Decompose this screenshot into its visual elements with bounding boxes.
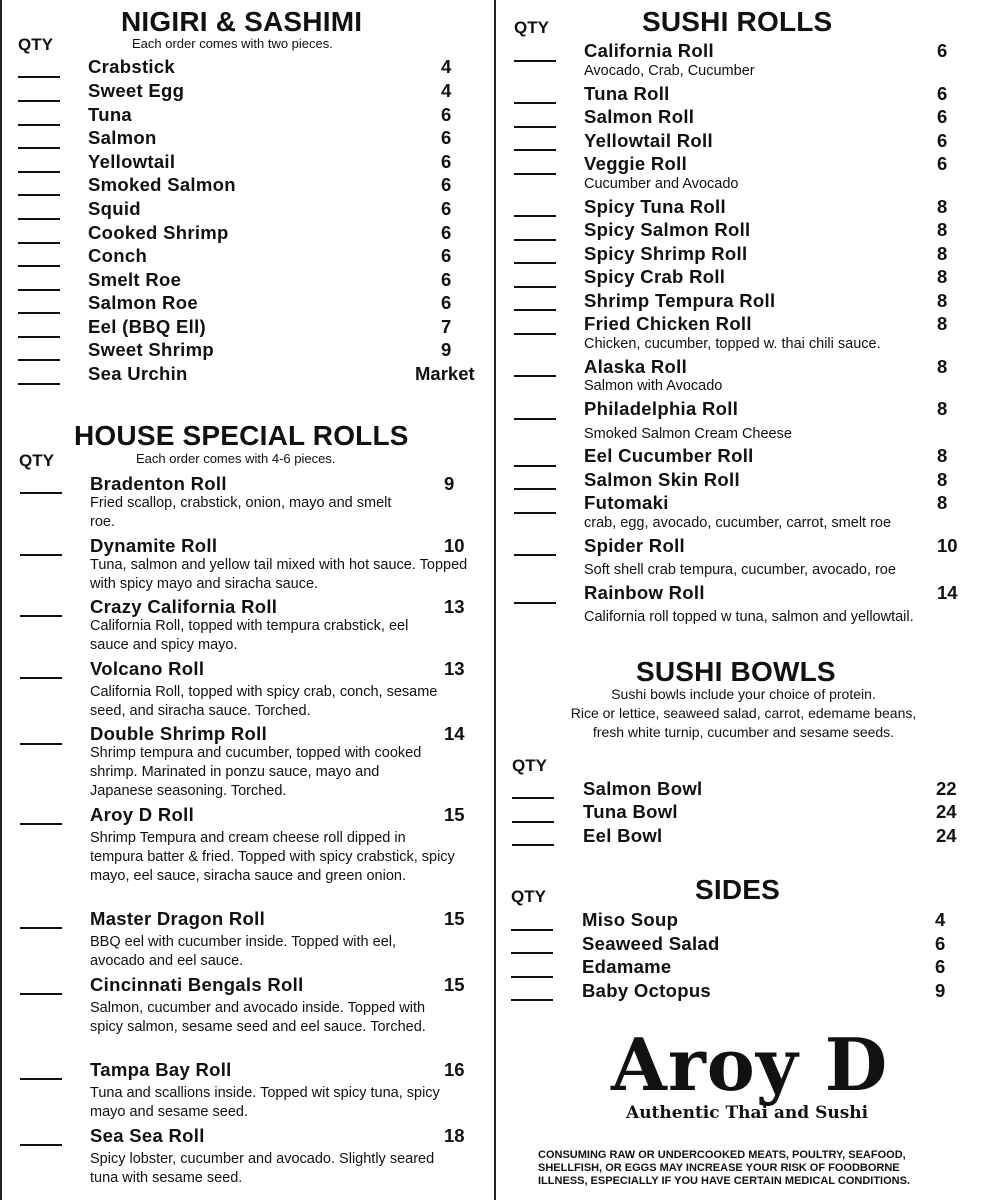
qty-blank[interactable] bbox=[514, 60, 556, 62]
item-price: 8 bbox=[937, 356, 948, 377]
item-name: Salmon Skin Roll bbox=[584, 469, 740, 490]
item-name: Sea Urchin bbox=[88, 363, 188, 384]
item-price: 4 bbox=[441, 80, 452, 101]
item-name: Seaweed Salad bbox=[582, 933, 720, 954]
item-price: 8 bbox=[937, 196, 948, 217]
item-price: 24 bbox=[936, 801, 957, 822]
qty-blank[interactable] bbox=[514, 309, 556, 311]
item-name: Bradenton Roll bbox=[90, 473, 227, 494]
qty-blank[interactable] bbox=[20, 743, 62, 745]
sides-title: SIDES bbox=[695, 874, 781, 905]
qty-blank[interactable] bbox=[514, 512, 556, 514]
item-name: Futomaki bbox=[584, 492, 669, 513]
qty-blank[interactable] bbox=[514, 102, 556, 104]
item-price: 13 bbox=[444, 596, 465, 617]
item-name: Yellowtail Roll bbox=[584, 130, 713, 151]
item-price: 6 bbox=[935, 956, 946, 977]
item-name: Eel Cucumber Roll bbox=[584, 445, 754, 466]
item-description: California Roll, topped with spicy crab, conch, sesame seed, and siracha sauce. Torched. bbox=[90, 684, 438, 719]
logo-tagline: Authentic Thai and Sushi bbox=[626, 1103, 869, 1123]
qty-blank[interactable] bbox=[514, 215, 556, 217]
qty-blank[interactable] bbox=[514, 465, 556, 467]
qty-blank[interactable] bbox=[511, 999, 553, 1001]
item-name: Sweet Egg bbox=[88, 80, 185, 101]
qty-blank[interactable] bbox=[18, 171, 60, 173]
item-name: Cooked Shrimp bbox=[88, 222, 229, 243]
item-price: 8 bbox=[937, 266, 948, 287]
qty-blank[interactable] bbox=[18, 194, 60, 196]
item-price: 8 bbox=[937, 398, 948, 419]
item-name: Double Shrimp Roll bbox=[90, 723, 268, 744]
qty-blank[interactable] bbox=[18, 147, 60, 149]
item-name: Crazy California Roll bbox=[90, 596, 278, 617]
item-name: Aroy D Roll bbox=[90, 804, 195, 825]
item-name: Spicy Shrimp Roll bbox=[584, 243, 748, 264]
item-price: 8 bbox=[937, 492, 948, 513]
qty-blank[interactable] bbox=[20, 1144, 62, 1146]
qty-blank[interactable] bbox=[512, 821, 554, 823]
qty-blank[interactable] bbox=[18, 242, 60, 244]
item-description: BBQ eel with cucumber inside. Topped with eel, avocado and eel sauce. bbox=[90, 934, 397, 969]
item-price: 10 bbox=[444, 535, 465, 556]
item-name: Spicy Salmon Roll bbox=[584, 219, 751, 240]
qty-blank[interactable] bbox=[514, 239, 556, 241]
qty-blank[interactable] bbox=[20, 492, 62, 494]
qty-blank[interactable] bbox=[20, 927, 62, 929]
item-name: Spicy Tuna Roll bbox=[584, 196, 726, 217]
item-price: 13 bbox=[444, 658, 465, 679]
qty-blank[interactable] bbox=[514, 418, 556, 420]
item-price: 8 bbox=[937, 469, 948, 490]
food-safety-warning: CONSUMING RAW OR UNDERCOOKED MEATS, POULTRY, SEAFOOD, SHELLFISH, OR EGGS MAY INCREASE YOUR RISK OF FOODBORNE ILLNESS, ESPECIALLY IF YOU HAVE CERTAIN MEDICAL CONDITIONS. bbox=[538, 1149, 911, 1187]
qty-blank[interactable] bbox=[18, 218, 60, 220]
item-price: 6 bbox=[935, 933, 946, 954]
item-price: 8 bbox=[937, 219, 948, 240]
item-name: Baby Octopus bbox=[582, 980, 712, 1001]
qty-blank[interactable] bbox=[514, 286, 556, 288]
item-name: Smoked Salmon bbox=[88, 174, 236, 195]
nigiri-title: NIGIRI & SASHIMI bbox=[121, 6, 363, 37]
item-price: 6 bbox=[937, 130, 948, 151]
item-description: Cucumber and Avocado bbox=[584, 176, 739, 192]
house-title: HOUSE SPECIAL ROLLS bbox=[74, 420, 409, 451]
qty-blank[interactable] bbox=[514, 126, 556, 128]
qty-blank[interactable] bbox=[18, 336, 60, 338]
item-description: Chicken, cucumber, topped w. thai chili sauce. bbox=[584, 336, 881, 352]
item-name: Eel Bowl bbox=[583, 825, 663, 846]
house-note: Each order comes with 4-6 pieces. bbox=[136, 451, 336, 466]
sides-qty-label: QTY bbox=[511, 887, 546, 906]
item-description: Smoked Salmon Cream Cheese bbox=[584, 426, 792, 442]
item-name: Salmon bbox=[88, 127, 157, 148]
item-name: Yellowtail bbox=[88, 151, 176, 172]
qty-blank[interactable] bbox=[18, 359, 60, 361]
item-name: Cincinnati Bengals Roll bbox=[90, 974, 304, 995]
item-description: Shrimp Tempura and cream cheese roll dipped in tempura batter & fried. Topped with spicy crabstick, spicy mayo, eel sauce, siracha sauce and green onion. bbox=[90, 830, 455, 884]
item-name: Miso Soup bbox=[582, 909, 679, 930]
bowls-note-line1: Sushi bowls include your choice of protein. bbox=[611, 686, 876, 702]
nigiri-note: Each order comes with two pieces. bbox=[132, 36, 333, 51]
qty-blank[interactable] bbox=[18, 265, 60, 267]
item-price: 4 bbox=[935, 909, 946, 930]
qty-blank[interactable] bbox=[20, 1078, 62, 1080]
item-price: 6 bbox=[441, 198, 452, 219]
item-price: 9 bbox=[935, 980, 946, 1001]
item-name: Salmon Bowl bbox=[583, 778, 703, 799]
item-price: 9 bbox=[444, 473, 455, 494]
item-description: Spicy lobster, cucumber and avocado. Slightly seared tuna with sesame seed. bbox=[90, 1151, 435, 1186]
left-border bbox=[0, 0, 2, 1200]
item-price: 8 bbox=[937, 243, 948, 264]
item-name: Sea Sea Roll bbox=[90, 1125, 205, 1146]
item-price: 6 bbox=[441, 269, 452, 290]
item-name: Philadelphia Roll bbox=[584, 398, 739, 419]
qty-blank[interactable] bbox=[20, 677, 62, 679]
qty-blank[interactable] bbox=[511, 976, 553, 978]
item-name: Dynamite Roll bbox=[90, 535, 218, 556]
qty-blank[interactable] bbox=[18, 124, 60, 126]
item-price: 18 bbox=[444, 1125, 465, 1146]
item-price: 15 bbox=[444, 908, 465, 929]
item-price: 6 bbox=[937, 40, 948, 61]
item-description: California Roll, topped with tempura crabstick, eel sauce and spicy mayo. bbox=[90, 618, 409, 653]
item-price: 7 bbox=[441, 316, 452, 337]
sushi-title: SUSHI ROLLS bbox=[642, 6, 833, 37]
item-name: California Roll bbox=[584, 40, 714, 61]
item-name: Smelt Roe bbox=[88, 269, 182, 290]
item-price: 6 bbox=[441, 151, 452, 172]
qty-blank[interactable] bbox=[511, 952, 553, 954]
qty-blank[interactable] bbox=[512, 797, 554, 799]
item-description: Tuna and scallions inside. Topped wit spicy tuna, spicy mayo and sesame seed. bbox=[90, 1085, 440, 1120]
item-name: Tampa Bay Roll bbox=[90, 1059, 232, 1080]
qty-blank[interactable] bbox=[514, 173, 556, 175]
qty-blank[interactable] bbox=[512, 844, 554, 846]
item-name: Salmon Roll bbox=[584, 106, 695, 127]
item-description: Fried scallop, crabstick, onion, mayo and smelt roe. bbox=[90, 495, 392, 530]
sushi-qty-label: QTY bbox=[514, 18, 549, 37]
item-price: 6 bbox=[937, 106, 948, 127]
item-price: 4 bbox=[441, 56, 452, 77]
item-name: Volcano Roll bbox=[90, 658, 205, 679]
item-name: Squid bbox=[88, 198, 141, 219]
qty-blank[interactable] bbox=[18, 76, 60, 78]
item-name: Fried Chicken Roll bbox=[584, 313, 752, 334]
item-price: 8 bbox=[937, 290, 948, 311]
qty-blank[interactable] bbox=[514, 333, 556, 335]
qty-blank[interactable] bbox=[511, 929, 553, 931]
qty-blank[interactable] bbox=[514, 375, 556, 377]
bowls-note-line2: Rice or lettice, seaweed salad, carrot, edemame beans, bbox=[570, 705, 917, 721]
item-price: 15 bbox=[444, 804, 465, 825]
item-price: 6 bbox=[441, 292, 452, 313]
item-description: Soft shell crab tempura, cucumber, avocado, roe bbox=[584, 562, 896, 578]
logo-name: Aroy D bbox=[611, 1022, 889, 1107]
item-name: Eel (BBQ Ell) bbox=[88, 316, 206, 337]
item-name: Veggie Roll bbox=[584, 153, 688, 174]
qty-blank[interactable] bbox=[18, 100, 60, 102]
item-description: Shrimp tempura and cucumber, topped with cooked shrimp. Marinated in ponzu sauce, mayo and Japanese seasoning. Torched. bbox=[90, 745, 422, 799]
item-description: California roll topped w tuna, salmon and yellowtail. bbox=[584, 609, 914, 625]
item-price: Market bbox=[415, 363, 475, 384]
nigiri-qty-label: QTY bbox=[18, 35, 53, 54]
item-price: 6 bbox=[441, 222, 452, 243]
qty-blank[interactable] bbox=[20, 823, 62, 825]
item-price: 14 bbox=[444, 723, 465, 744]
item-price: 6 bbox=[937, 83, 948, 104]
item-price: 6 bbox=[441, 104, 452, 125]
item-name: Alaska Roll bbox=[584, 356, 688, 377]
item-price: 6 bbox=[441, 174, 452, 195]
item-price: 8 bbox=[937, 313, 948, 334]
qty-blank[interactable] bbox=[20, 993, 62, 995]
qty-blank[interactable] bbox=[20, 554, 62, 556]
item-price: 22 bbox=[936, 778, 957, 799]
item-description: Avocado, Crab, Cucumber bbox=[584, 63, 755, 79]
qty-blank[interactable] bbox=[514, 262, 556, 264]
qty-blank[interactable] bbox=[514, 554, 556, 556]
qty-blank[interactable] bbox=[20, 615, 62, 617]
item-price: 15 bbox=[444, 974, 465, 995]
item-name: Rainbow Roll bbox=[584, 582, 705, 603]
item-name: Shrimp Tempura Roll bbox=[584, 290, 776, 311]
item-name: Tuna bbox=[88, 104, 133, 125]
item-name: Spicy Crab Roll bbox=[584, 266, 726, 287]
item-name: Tuna Roll bbox=[584, 83, 670, 104]
item-name: Tuna Bowl bbox=[583, 801, 678, 822]
item-name: Salmon Roe bbox=[88, 292, 198, 313]
item-name: Sweet Shrimp bbox=[88, 339, 214, 360]
item-price: 9 bbox=[441, 339, 452, 360]
item-price: 6 bbox=[441, 245, 452, 266]
item-name: Conch bbox=[88, 245, 148, 266]
item-name: Crabstick bbox=[88, 56, 176, 77]
item-price: 10 bbox=[937, 535, 958, 556]
qty-blank[interactable] bbox=[514, 602, 556, 604]
item-name: Edamame bbox=[582, 956, 672, 977]
item-description: crab, egg, avocado, cucumber, carrot, smelt roe bbox=[584, 515, 892, 531]
item-name: Spider Roll bbox=[584, 535, 685, 556]
item-price: 6 bbox=[441, 127, 452, 148]
item-name: Master Dragon Roll bbox=[90, 908, 266, 929]
item-price: 8 bbox=[937, 445, 948, 466]
bowls-note-line3: fresh white turnip, cucumber and sesame seeds. bbox=[592, 724, 895, 740]
column-divider bbox=[494, 0, 496, 1200]
item-price: 6 bbox=[937, 153, 948, 174]
qty-blank[interactable] bbox=[18, 312, 60, 314]
house-qty-label: QTY bbox=[19, 451, 54, 470]
item-price: 24 bbox=[936, 825, 957, 846]
bowls-qty-label: QTY bbox=[512, 756, 547, 775]
qty-blank[interactable] bbox=[514, 488, 556, 490]
qty-blank[interactable] bbox=[18, 289, 60, 291]
item-description: Tuna, salmon and yellow tail mixed with hot sauce. Topped with spicy mayo and siracha sauce. bbox=[90, 557, 468, 592]
item-description: Salmon, cucumber and avocado inside. Topped with spicy salmon, sesame seed and eel sauce. Torched. bbox=[90, 1000, 426, 1035]
bowls-title: SUSHI BOWLS bbox=[636, 656, 836, 687]
item-price: 14 bbox=[937, 582, 958, 603]
item-description: Salmon with Avocado bbox=[584, 378, 723, 394]
qty-blank[interactable] bbox=[514, 149, 556, 151]
item-price: 16 bbox=[444, 1059, 465, 1080]
qty-blank[interactable] bbox=[18, 383, 60, 385]
